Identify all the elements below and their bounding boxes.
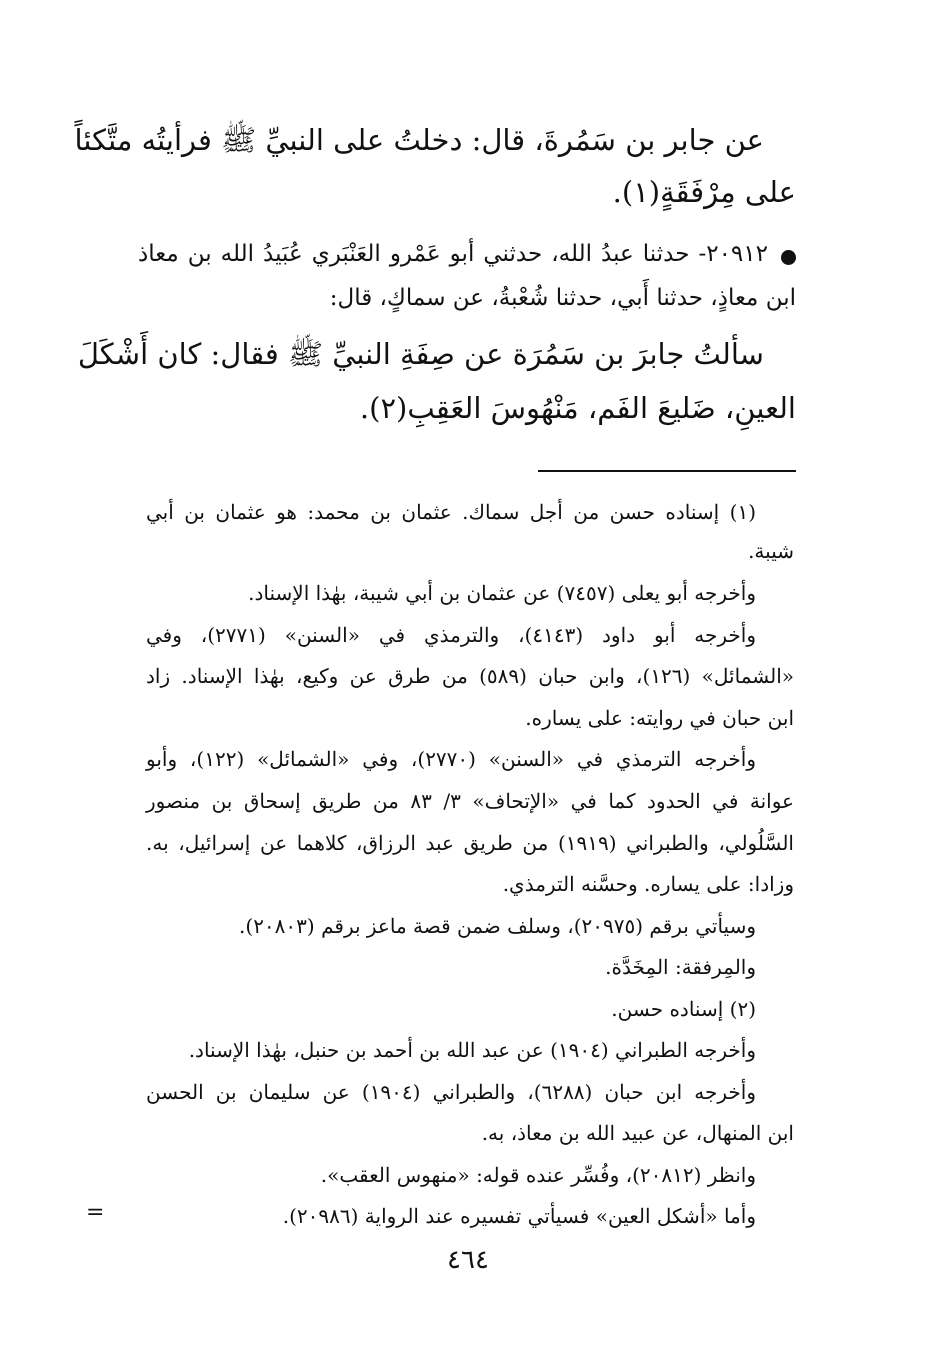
matn-line-2: العينِ، ضَليعَ الفَم، مَنْهُوسَ العَقِبِ(٢). xyxy=(359,391,796,425)
continuation-mark: = xyxy=(86,1200,105,1225)
footnote-line: وأخرجه أبو داود (٤١٤٣)، والترمذي في «السنن» (٢٧٧١)، وفي xyxy=(146,623,756,647)
hadith-a-line-2: على مِرْفَقَةٍ(١). xyxy=(612,175,796,209)
footnote-separator xyxy=(538,470,796,472)
footnote-line: «الشمائل» (١٢٦)، وابن حبان (٥٨٩) من طرق عن وكيع، بهٰذا الإسناد. زاد xyxy=(146,664,794,688)
footnote-line: (١) إسناده حسن من أجل سماك. عثمان بن محمد: هو عثمان بن أبي xyxy=(146,500,756,524)
footnote-line: وأخرجه الطبراني (١٩٠٤) عن عبد الله بن أحمد بن حنبل، بهٰذا الإسناد. xyxy=(188,1038,756,1062)
footnote-line: والمِرفقة: المِخَدَّة. xyxy=(605,955,756,979)
footnote-line: وأخرجه ابن حبان (٦٢٨٨)، والطبراني (١٩٠٤) عن سليمان بن الحسن xyxy=(146,1080,756,1104)
hadith-a-line-1: عن جابر بن سَمُرةَ، قال: دخلتُ على النبيِّ ﷺ فرأيتُه متَّكئاً xyxy=(74,123,764,157)
footnote-line: وأخرجه الترمذي في «السنن» (٢٧٧٠)، وفي «الشمائل» (١٢٢)، وأبو xyxy=(146,747,756,771)
footnote-line: السَّلُولي، والطبراني (١٩١٩) من طريق عبد الرزاق، كلاهما عن إسرائيل، به. xyxy=(146,831,794,855)
isnad-line-2: ابن معاذٍ، حدثنا أَبي، حدثنا شُعْبةُ، عن سماكٍ، قال: xyxy=(329,285,796,311)
footnote-line: وأخرجه أبو يعلى (٧٤٥٧) عن عثمان بن أبي شيبة، بهٰذا الإسناد. xyxy=(248,581,756,605)
entry-bullet-icon xyxy=(781,250,796,265)
footnote-line: وزادا: على يساره. وحسَّنه الترمذي. xyxy=(502,872,794,896)
isnad-line-1: ٢٠٩١٢- حدثنا عبدُ الله، حدثني أبو عَمْرو العَنْبَري عُبَيدُ الله بن معاذ xyxy=(138,241,768,267)
footnote-line: ابن حبان في روايته: على يساره. xyxy=(525,706,794,730)
footnote-line: وسيأتي برقم (٢٠٩٧٥)، وسلف ضمن قصة ماعز برقم (٢٠٨٠٣). xyxy=(239,914,756,938)
page-number: ٤٦٤ xyxy=(447,1245,489,1275)
footnote-line: (٢) إسناده حسن. xyxy=(611,997,756,1021)
footnote-line: وانظر (٢٠٨١٢)، وفُسِّر عنده قوله: «منهوس العقب». xyxy=(320,1163,756,1187)
footnote-line: شيبة. xyxy=(748,539,794,563)
footnote-line: وأما «أشكل العين» فسيأتي تفسيره عند الرواية (٢٠٩٨٦). xyxy=(282,1204,756,1228)
footnote-line: عوانة في الحدود كما في «الإتحاف» ٣/ ٨٣ من طريق إسحاق بن منصور xyxy=(146,789,794,813)
footnote-line: ابن المنهال، عن عبيد الله بن معاذ، به. xyxy=(481,1121,794,1145)
matn-line-1: سألتُ جابرَ بن سَمُرَة عن صِفَةِ النبيِّ ﷺ فقال: كان أَشْكَلَ xyxy=(77,337,764,371)
